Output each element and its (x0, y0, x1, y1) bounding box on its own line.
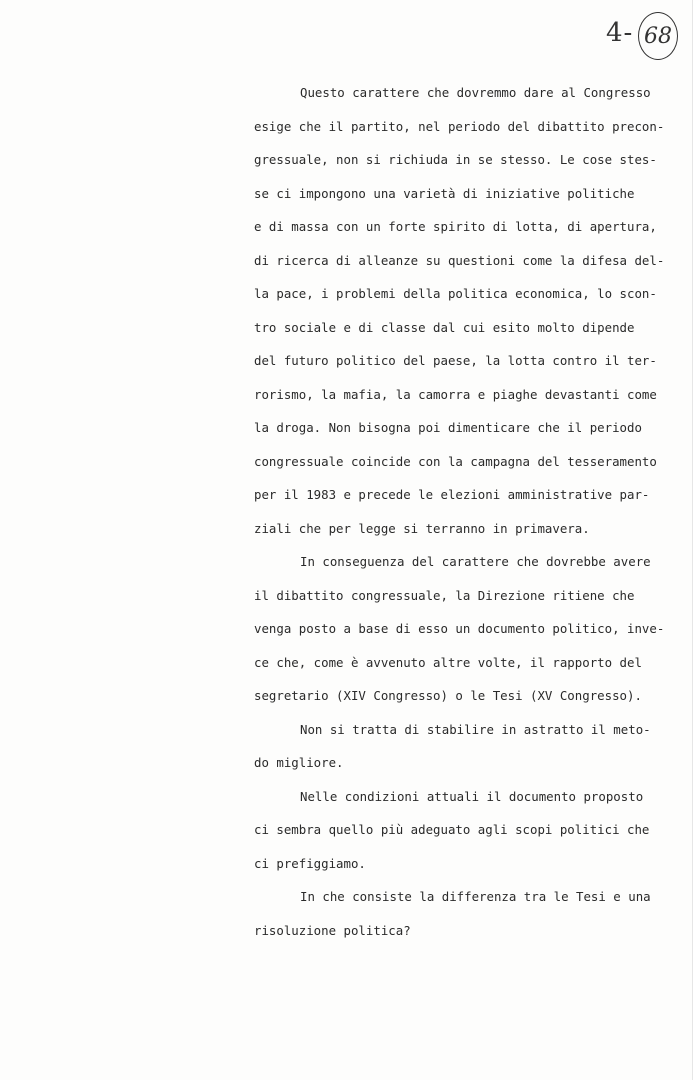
text-line: la pace, i problemi della politica economica, lo scon- (254, 286, 657, 301)
text-line: ci sembra quello più adeguato agli scopi politici che (254, 822, 650, 837)
text-line: Non si tratta di stabilire in astratto il meto- (300, 721, 651, 737)
text-line: tro sociale e di classe dal cui esito molto dipende (254, 319, 635, 335)
text-line: del futuro politico del paese, la lotta contro il ter- (254, 353, 657, 368)
text-line: ce che, come è avvenuto altre volte, il rapporto del (254, 654, 642, 670)
text-line: Nelle condizioni attuali il documento proposto (300, 788, 644, 804)
typed-text-body (254, 76, 665, 947)
text-line: di ricerca di alleanze su questioni come la difesa del- (254, 252, 665, 268)
text-line: venga posto a base di esso un documento politico, inve- (254, 621, 665, 636)
text-line: segretario (XIV Congresso) o le Tesi (XV Congresso). (254, 688, 642, 703)
text-line: ziali che per legge si terranno in primavera. (254, 520, 590, 536)
text-line: In che consiste la differenza tra le Tesi e una (300, 889, 651, 904)
page-number: 4- (606, 18, 634, 48)
text-line: gressuale, non si richiuda in se stesso. Le cose stes- (254, 152, 657, 167)
text-line: do migliore. (254, 755, 344, 770)
text-line: In conseguenza del carattere che dovrebbe avere (300, 554, 651, 569)
text-line: se ci impongono una varietà di iniziative politiche (254, 185, 635, 201)
text-line: Questo carattere che dovremmo dare al Congresso (300, 85, 651, 100)
text-line: congressuale coincide con la campagna del tesseramento (254, 453, 657, 469)
circled-sheet-number (638, 12, 678, 60)
text-line: la droga. Non bisogna poi dimenticare che il periodo (254, 420, 642, 435)
text-line: esige che il partito, nel periodo del dibattito precon- (254, 118, 665, 134)
sheet-number-text: 68 (644, 23, 672, 49)
text-line: e di massa con un forte spirito di lotta, di apertura, (254, 219, 657, 234)
text-line: risoluzione politica? (254, 922, 411, 938)
text-line: rorismo, la mafia, la camorra e piaghe devastanti come (254, 386, 657, 402)
text-line: per il 1983 e precede le elezioni amministrative par- (254, 487, 650, 502)
text-line: il dibattito congressuale, la Direzione ritiene che (254, 587, 635, 603)
text-line: ci prefiggiamo. (254, 855, 366, 871)
